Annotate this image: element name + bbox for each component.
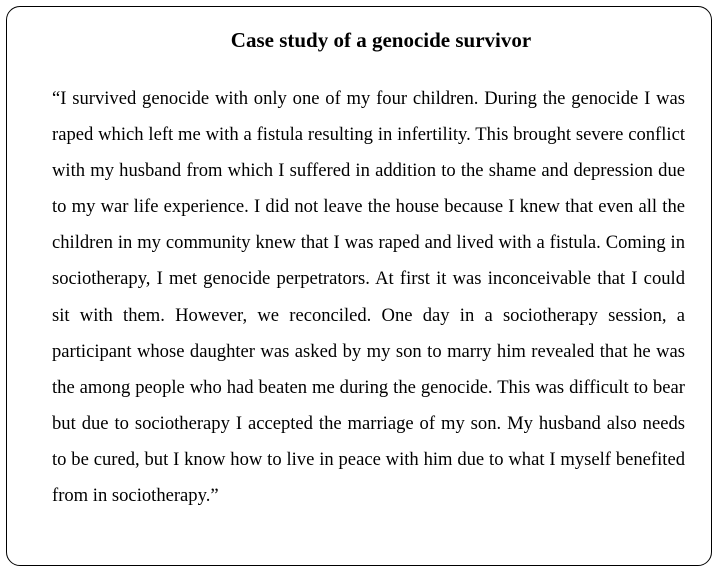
survivor-quote: “I survived genocide with only one of my four children. During the genocide I was raped which left me with a fistula resulting in infertility. This brought severe conflict with my husband from which I suffered in addition to the shame and depression due to my war life experience. I did not leave the house because I knew that even all the children in my community knew that I was raped and lived with a fistula. Coming in sociotherapy, I met genocide perpetrators. At first it was inconceivable that I could sit with them. However, we reconciled. One day in a sociotherapy session, a participant whose daughter was asked by my son to marry him revealed that he was the among people who had beaten me during the genocide. This was difficult to bear but due to sociotherapy I accepted the marriage of my son. My husband also needs to be cured, but I know how to live in peace with him due to what I myself benefited from in sociotherapy.” — [52, 88, 685, 507]
slide-title: Case study of a genocide survivor — [230, 28, 532, 52]
